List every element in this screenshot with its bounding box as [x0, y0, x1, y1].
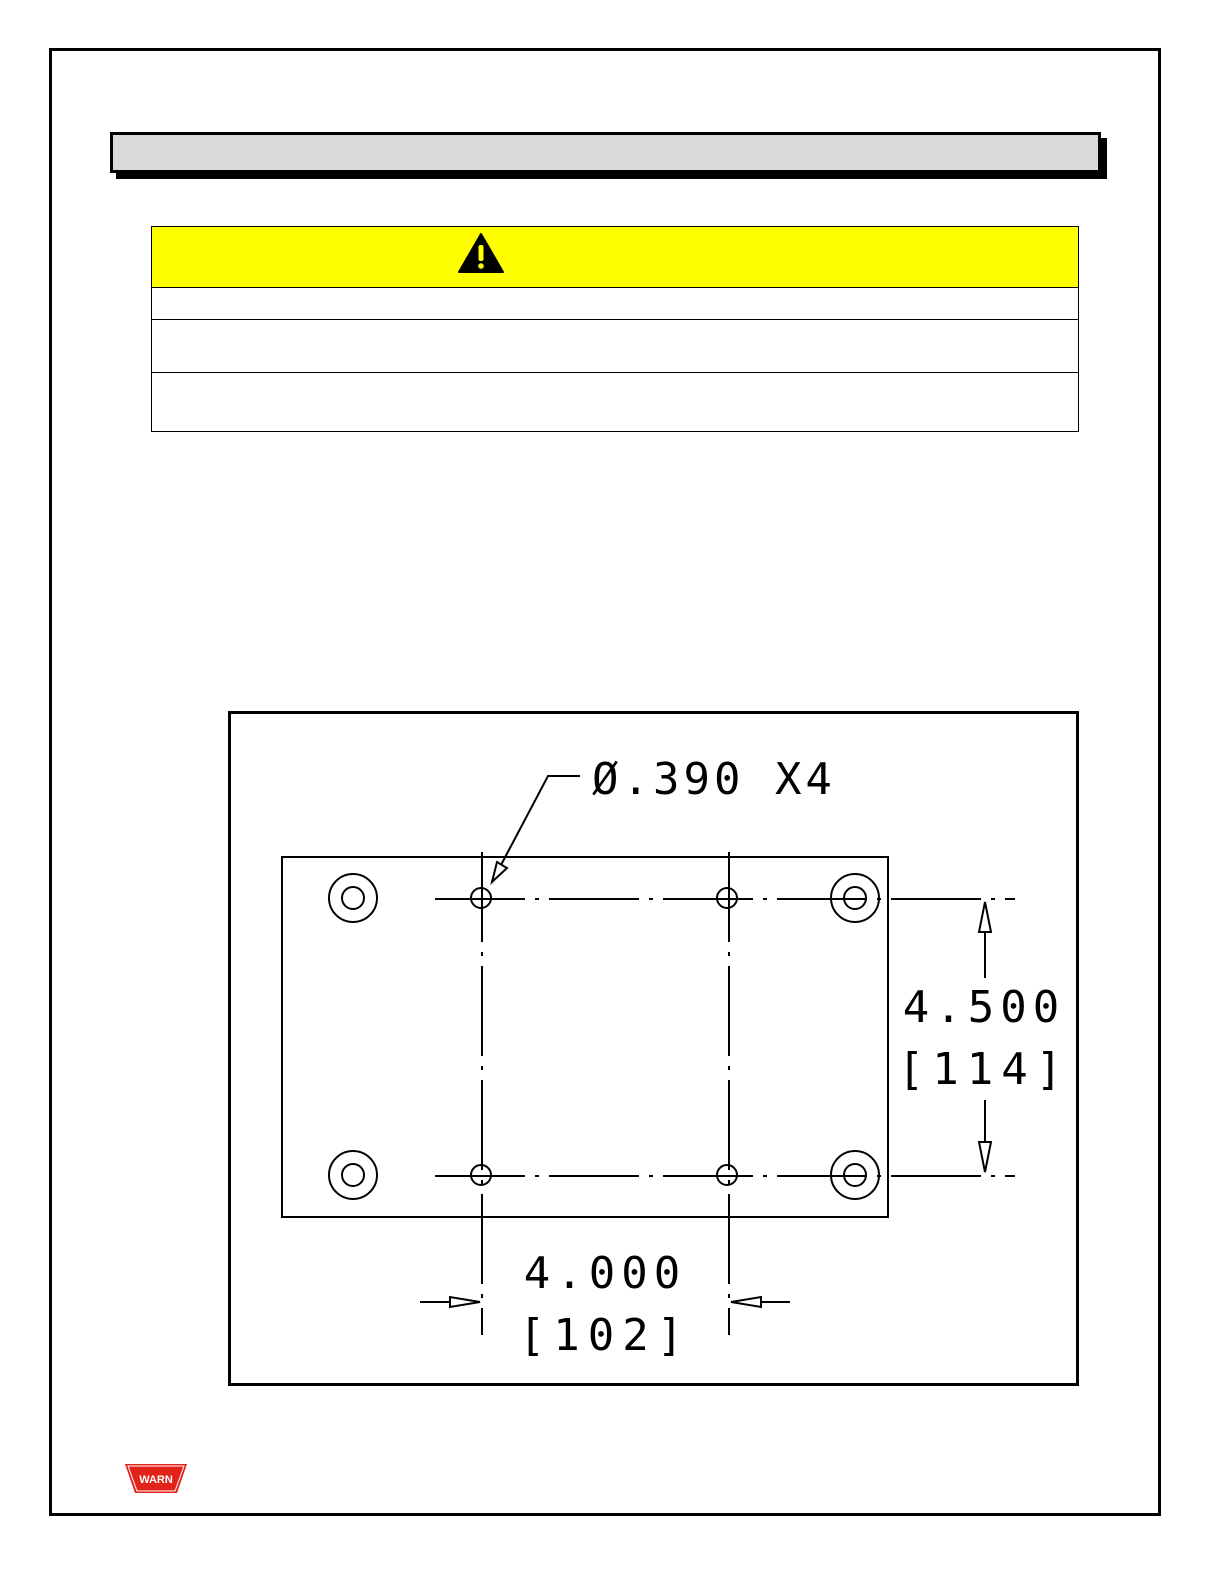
dim-arrow-down — [979, 1142, 991, 1172]
vertical-dim-metric-text: [114] — [897, 1044, 1071, 1095]
dim-arrow-left — [731, 1297, 761, 1307]
warn-logo-text: WARN — [139, 1474, 173, 1486]
dim-arrow-right — [450, 1297, 480, 1307]
vertical-dim-text: 4.500 — [902, 982, 1066, 1033]
leader-arrowhead — [492, 862, 507, 882]
corner-bosses — [329, 874, 879, 1199]
mounting-holes — [471, 888, 737, 1185]
dim-arrow-up — [979, 902, 991, 932]
horizontal-dim-metric-text: [102] — [518, 1310, 692, 1361]
hole-callout-text: Ø.390 X4 — [592, 754, 836, 805]
warn-logo — [124, 1462, 188, 1496]
horizontal-dim-text: 4.000 — [523, 1248, 687, 1299]
